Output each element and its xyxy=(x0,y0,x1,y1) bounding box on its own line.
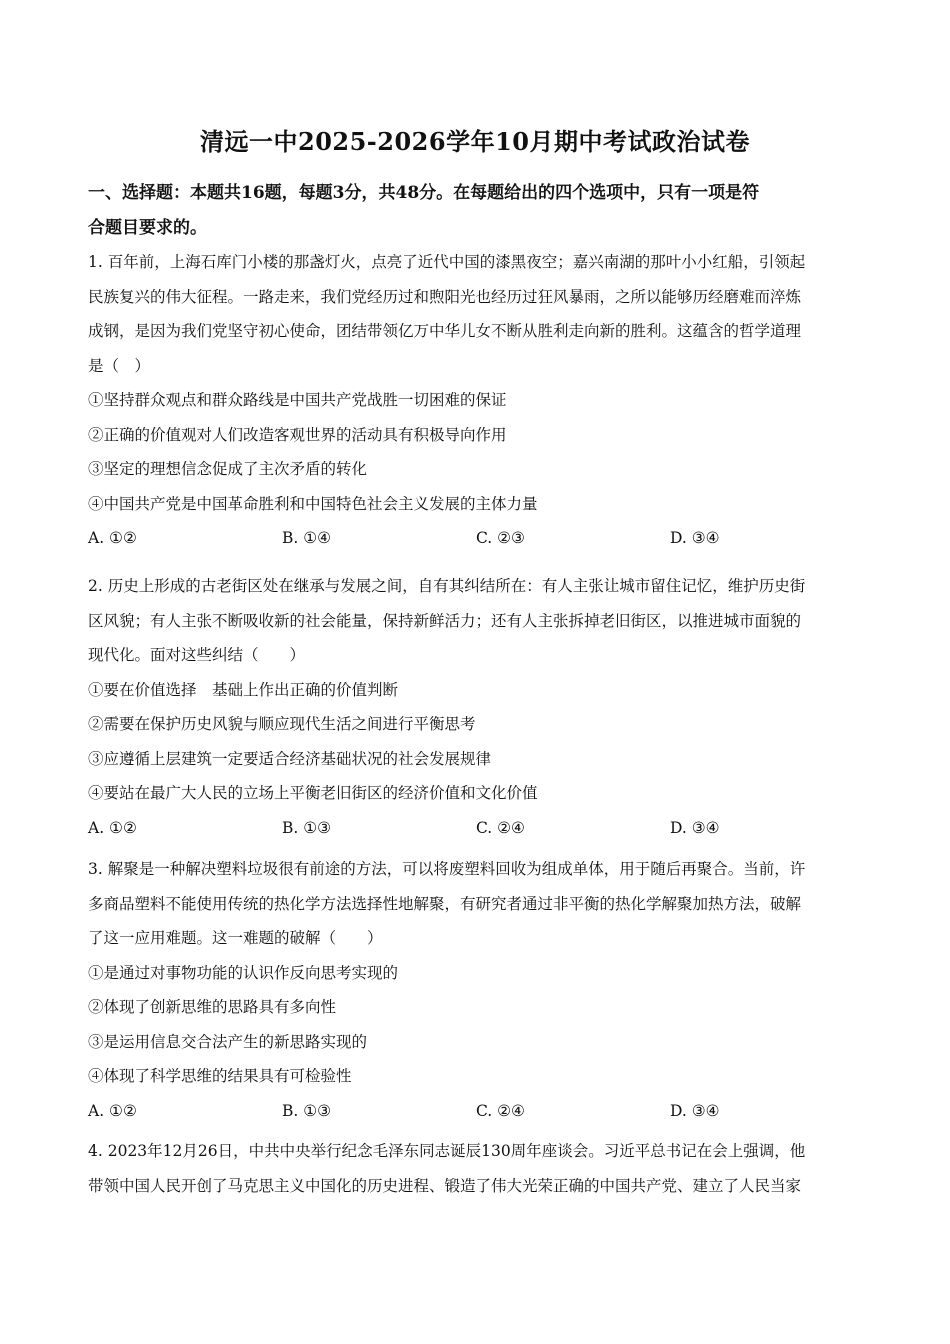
section-heading-line: 一、选择题：本题共16题，每题3分，共48分。在每题给出的四个选项中，只有一项是符 xyxy=(88,183,760,203)
option-b: B. ①③ xyxy=(282,1101,332,1120)
question-statement: ③是运用信息交合法产生的新思路实现的 xyxy=(88,1032,368,1051)
question-stem-line: 了这一应用难题。这一难题的破解（ ） xyxy=(88,929,383,947)
question-stem-line: 成钢，是因为我们党坚守初心使命，团结带领亿万中华儿女不断从胜利走向新的胜利。这蕴含的哲学道理 xyxy=(88,322,802,340)
section-heading xyxy=(88,176,868,245)
question-stem-line: 带领中国人民开创了马克思主义中国化的历史进程、锻造了伟大光荣正确的中国共产党、建立了人民当家 xyxy=(88,1176,802,1195)
option-d: D. ③④ xyxy=(670,1101,720,1120)
option-d: D. ③④ xyxy=(670,529,720,547)
question-statement: ④要站在最广大人民的立场上平衡老旧街区的经济价值和文化价值 xyxy=(88,784,538,802)
option-a: A. ①② xyxy=(88,818,137,837)
section-heading-line: 合题目要求的。 xyxy=(88,217,207,238)
question-stem-line: 是（ ） xyxy=(88,356,151,375)
question-statement: ②需要在保护历史风貌与顺应现代生活之间进行平衡思考 xyxy=(88,715,476,733)
question-4 xyxy=(88,1134,868,1203)
question-statement: ②体现了创新思维的思路具有多向性 xyxy=(88,998,337,1016)
option-a: A. ①② xyxy=(88,1101,137,1120)
question-stem-line: 民族复兴的伟大征程。一路走来，我们党经历过和煦阳光也经历过狂风暴雨，之所以能够历经磨难而淬炼 xyxy=(88,287,802,306)
option-a: A. ①② xyxy=(88,529,137,547)
question-stem-line: 2. 历史上形成的古老街区处在继承与发展之间，自有其纠结所在：有人主张让城市留住记忆，维护历史街 xyxy=(88,577,806,595)
question-stem-line: 现代化。面对这些纠结（ ） xyxy=(88,646,306,664)
option-c: C. ②④ xyxy=(476,1101,525,1120)
question-stem-line: 3. 解聚是一种解决塑料垃圾很有前途的方法，可以将废塑料回收为组成单体，用于随后再聚合。当前，许 xyxy=(88,860,806,878)
question-stem-line: 1. 百年前，上海石库门小楼的那盏灯火，点亮了近代中国的漆黑夜空；嘉兴南湖的那叶小小红船，引领起 xyxy=(88,253,806,271)
option-d: D. ③④ xyxy=(670,818,720,837)
question-statement: ④中国共产党是中国革命胜利和中国特色社会主义发展的主体力量 xyxy=(88,494,538,513)
answer-options xyxy=(88,1094,868,1129)
question-stem-line: 区风貌；有人主张不断吸收新的社会能量，保持新鲜活力；还有人主张拆掉老旧街区，以推进城市面貌的 xyxy=(88,611,802,630)
question-statement: ①要在价值选择 基础上作出正确的价值判断 xyxy=(88,680,399,699)
answer-options xyxy=(88,811,868,846)
question-statement: ②正确的价值观对人们改造客观世界的活动具有积极导向作用 xyxy=(88,425,507,444)
question-statement: ④体现了科学思维的结果具有可检验性 xyxy=(88,1067,352,1085)
answer-options xyxy=(88,521,868,556)
question-stem-line: 4. 2023年12月26日，中共中央举行纪念毛泽东同志诞辰130周年座谈会。习近平总书记在会上强调，他 xyxy=(88,1142,806,1160)
question-statement: ③坚定的理想信念促成了主次矛盾的转化 xyxy=(88,460,368,478)
question-1 xyxy=(88,245,868,556)
question-statement: ①是通过对事物功能的认识作反向思考实现的 xyxy=(88,963,399,982)
question-3 xyxy=(88,852,868,1128)
question-statement: ③应遵循上层建筑一定要适合经济基础状况的社会发展规律 xyxy=(88,749,492,768)
question-stem-line: 多商品塑料不能使用传统的热化学方法选择性地解聚，有研究者通过非平衡的热化学解聚加热方法，破解 xyxy=(88,894,802,913)
option-b: B. ①③ xyxy=(282,818,332,837)
option-c: C. ②④ xyxy=(476,818,525,837)
option-b: B. ①④ xyxy=(282,529,332,547)
question-statement: ①坚持群众观点和群众路线是中国共产党战胜一切困难的保证 xyxy=(88,391,507,409)
option-c: C. ②③ xyxy=(476,529,525,547)
question-2 xyxy=(88,569,868,845)
page-title: 清远一中2025-2026学年10月期中考试政治试卷 xyxy=(200,127,750,156)
